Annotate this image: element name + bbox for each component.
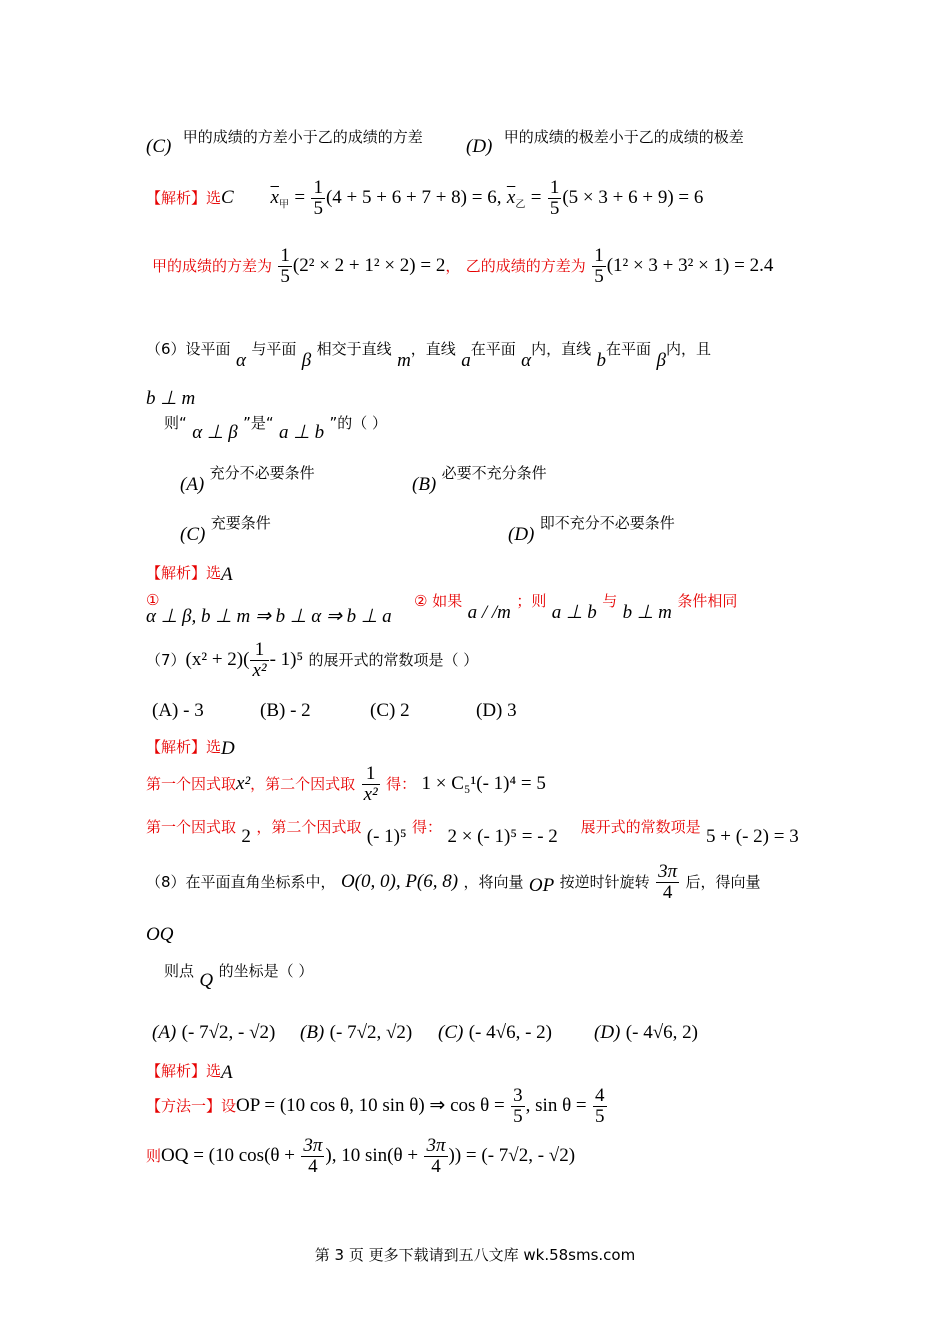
q7-stem: （7）(x² + 2)( $\frac{1}{\text{x²}}$ - 1)⁵ 的展开式的常数项是（ ） <box>146 639 479 681</box>
q7-fraction: $\frac{1}{\text{x²}}$ <box>252 639 267 681</box>
q6-solution-tag: 【解析】选A <box>146 564 233 585</box>
q6-question: 则“ α ⊥ β ”是“ a ⊥ b ”的（ ） <box>164 414 388 443</box>
variance-a-expression: (2² × 2 + 1² × 2) = 2 <box>292 254 446 276</box>
q7-sol-fraction: $\frac{1}{\text{x²}}$ <box>363 763 378 805</box>
q7-option-d: (D) 3 <box>476 700 517 721</box>
q6-stem: （6）设平面 α 与平面 β 相交于直线 m，直线 a在平面 α内，直线 b在平面 β内，且 <box>146 340 711 371</box>
q6-option-a: (A) 充分不必要条件 <box>180 464 315 495</box>
mean-b-expression: (5 × 3 + 6 + 9) = 6 <box>562 186 704 208</box>
page-footer: 第 3 页 更多下载请到五八文库 wk.58sms.com <box>314 1246 636 1264</box>
q8-option-c: (C) (- 4√6, - 2) <box>438 1022 552 1043</box>
q8-vector-oq: OQ <box>146 924 174 945</box>
q6-option-b: (B) 必要不充分条件 <box>412 464 547 495</box>
q8-angle-fraction: $\frac{3\pi}{4}$ <box>658 861 678 903</box>
fraction-one-fifth: $\frac{1}{5}$ <box>549 177 560 219</box>
q6-option-d: (D) 即不充分不必要条件 <box>508 514 675 545</box>
q7-option-b: (B) - 2 <box>260 700 311 721</box>
q5-option-d <box>466 126 744 157</box>
q8-option-d: (D) (- 4√6, 2) <box>594 1022 698 1043</box>
q7-option-c: (C) 2 <box>370 700 410 721</box>
q8-option-a: (A) (- 7√2, - √2) <box>152 1022 276 1043</box>
variance-a-text: 甲的成绩的方差为 <box>152 256 273 275</box>
q5-option-c-label: (C) <box>146 136 172 157</box>
q8-option-b: (B) (- 7√2, √2) <box>300 1022 413 1043</box>
q5-option-c <box>146 126 423 157</box>
q8-method-one-result: 则OQ = (10 cos(θ + $\frac{3\pi}{4}$ ), 10 sin(θ + $\frac{3\pi}{4}$ )) = (- 7√2, - √2) <box>146 1135 576 1177</box>
q8-question: 则点 Q 的坐标是（ ） <box>164 962 314 991</box>
q6-option-c: (C) 充要条件 <box>180 514 271 545</box>
fraction-four-fifths: $\frac{4}{5}$ <box>595 1085 605 1127</box>
q7-solution-line-2: 第一个因式取 2 ，第二个因式取 (- 1)⁵ 得： 2 × (- 1)⁵ = - 2 展开式的常数项是 5 + (- 2) = 3 <box>146 818 799 847</box>
fraction-angle: $\frac{3\pi}{4}$ <box>426 1135 446 1177</box>
mean-a-symbol: $\overline{x}$ <box>270 186 279 208</box>
q8-solution-tag: 【解析】选A <box>146 1062 233 1083</box>
q7-solution-tag: 【解析】选D <box>146 738 235 759</box>
mean-b-sub: 乙 <box>515 199 526 211</box>
mean-b-symbol: $\overline{x}$ <box>506 186 516 208</box>
mean-a-expression: (4 + 5 + 6 + 7 + 8) = 6, <box>325 186 502 208</box>
q7-solution-line-1: 第一个因式取x²，第二个因式取 $\frac{1}{\text{x²}}$ 得： 1 × C₅¹(- 1)⁴ = 5 <box>146 763 546 805</box>
fraction-one-fifth: $\frac{1}{5}$ <box>280 245 290 287</box>
variance-b-text: 乙的成绩的方差为 <box>465 256 586 275</box>
q6-solution-line: ① α ⊥ β, b ⊥ m ⇒ b ⊥ α ⇒ b ⊥ a <box>146 591 392 628</box>
fraction-one-fifth: $\frac{1}{5}$ <box>313 177 323 219</box>
q5-option-d-text: 甲的成绩的极差小于乙的成绩的极差 <box>503 128 744 146</box>
variance-b-expression: (1² × 3 + 3² × 1) = 2.4 <box>606 254 774 276</box>
q5-option-c-text: 甲的成绩的方差小于乙的成绩的方差 <box>182 128 423 146</box>
solution-tag: 【解析】选 <box>146 188 222 207</box>
q8-method-one: 【方法一】设OP = (10 cos θ, 10 sin θ) ⇒ cos θ = $\frac{3}{5}$ , sin θ = $\frac{4}{5}$ <box>146 1085 605 1127</box>
q7-option-a: (A) - 3 <box>152 700 204 721</box>
equals: = <box>294 186 306 208</box>
fraction-three-fifths: $\frac{3}{5}$ <box>513 1085 523 1127</box>
q5-option-d-label: (D) <box>466 136 493 157</box>
q8-stem: （8）在平面直角坐标系中， O(0, 0), P(6, 8) ，将向量 OP 按逆时针旋转 $\frac{3\pi}{4}$ 后，得向量 <box>146 861 761 903</box>
q5-solution-means: 【解析】选C $\overline{x}_甲$ = $\frac{1}{5}$ (4 + 5 + 6 + 7 + 8) = 6, $\overline{x}_乙$ = $\frac{1}{5}$ (5 × 3 + 6 + 9) = 6 <box>146 177 704 219</box>
q6-condition: b ⊥ m <box>146 388 196 409</box>
answer-letter: C <box>221 186 234 208</box>
fraction-one-fifth: $\frac{1}{5}$ <box>594 245 604 287</box>
q5-solution-variances: 甲的成绩的方差为 $\frac{1}{5}$ (2² × 2 + 1² × 2) = 2， 乙的成绩的方差为 $\frac{1}{5}$ (1² × 3 + 3² × 1) = 2.4 <box>152 245 774 287</box>
mean-a-sub: 甲 <box>278 199 289 211</box>
fraction-angle: $\frac{3\pi}{4}$ <box>303 1135 323 1177</box>
q6-solution-line-2: ② 如果 a / /m ；则 a ⊥ b 与 b ⊥ m 条件相同 <box>414 592 738 623</box>
